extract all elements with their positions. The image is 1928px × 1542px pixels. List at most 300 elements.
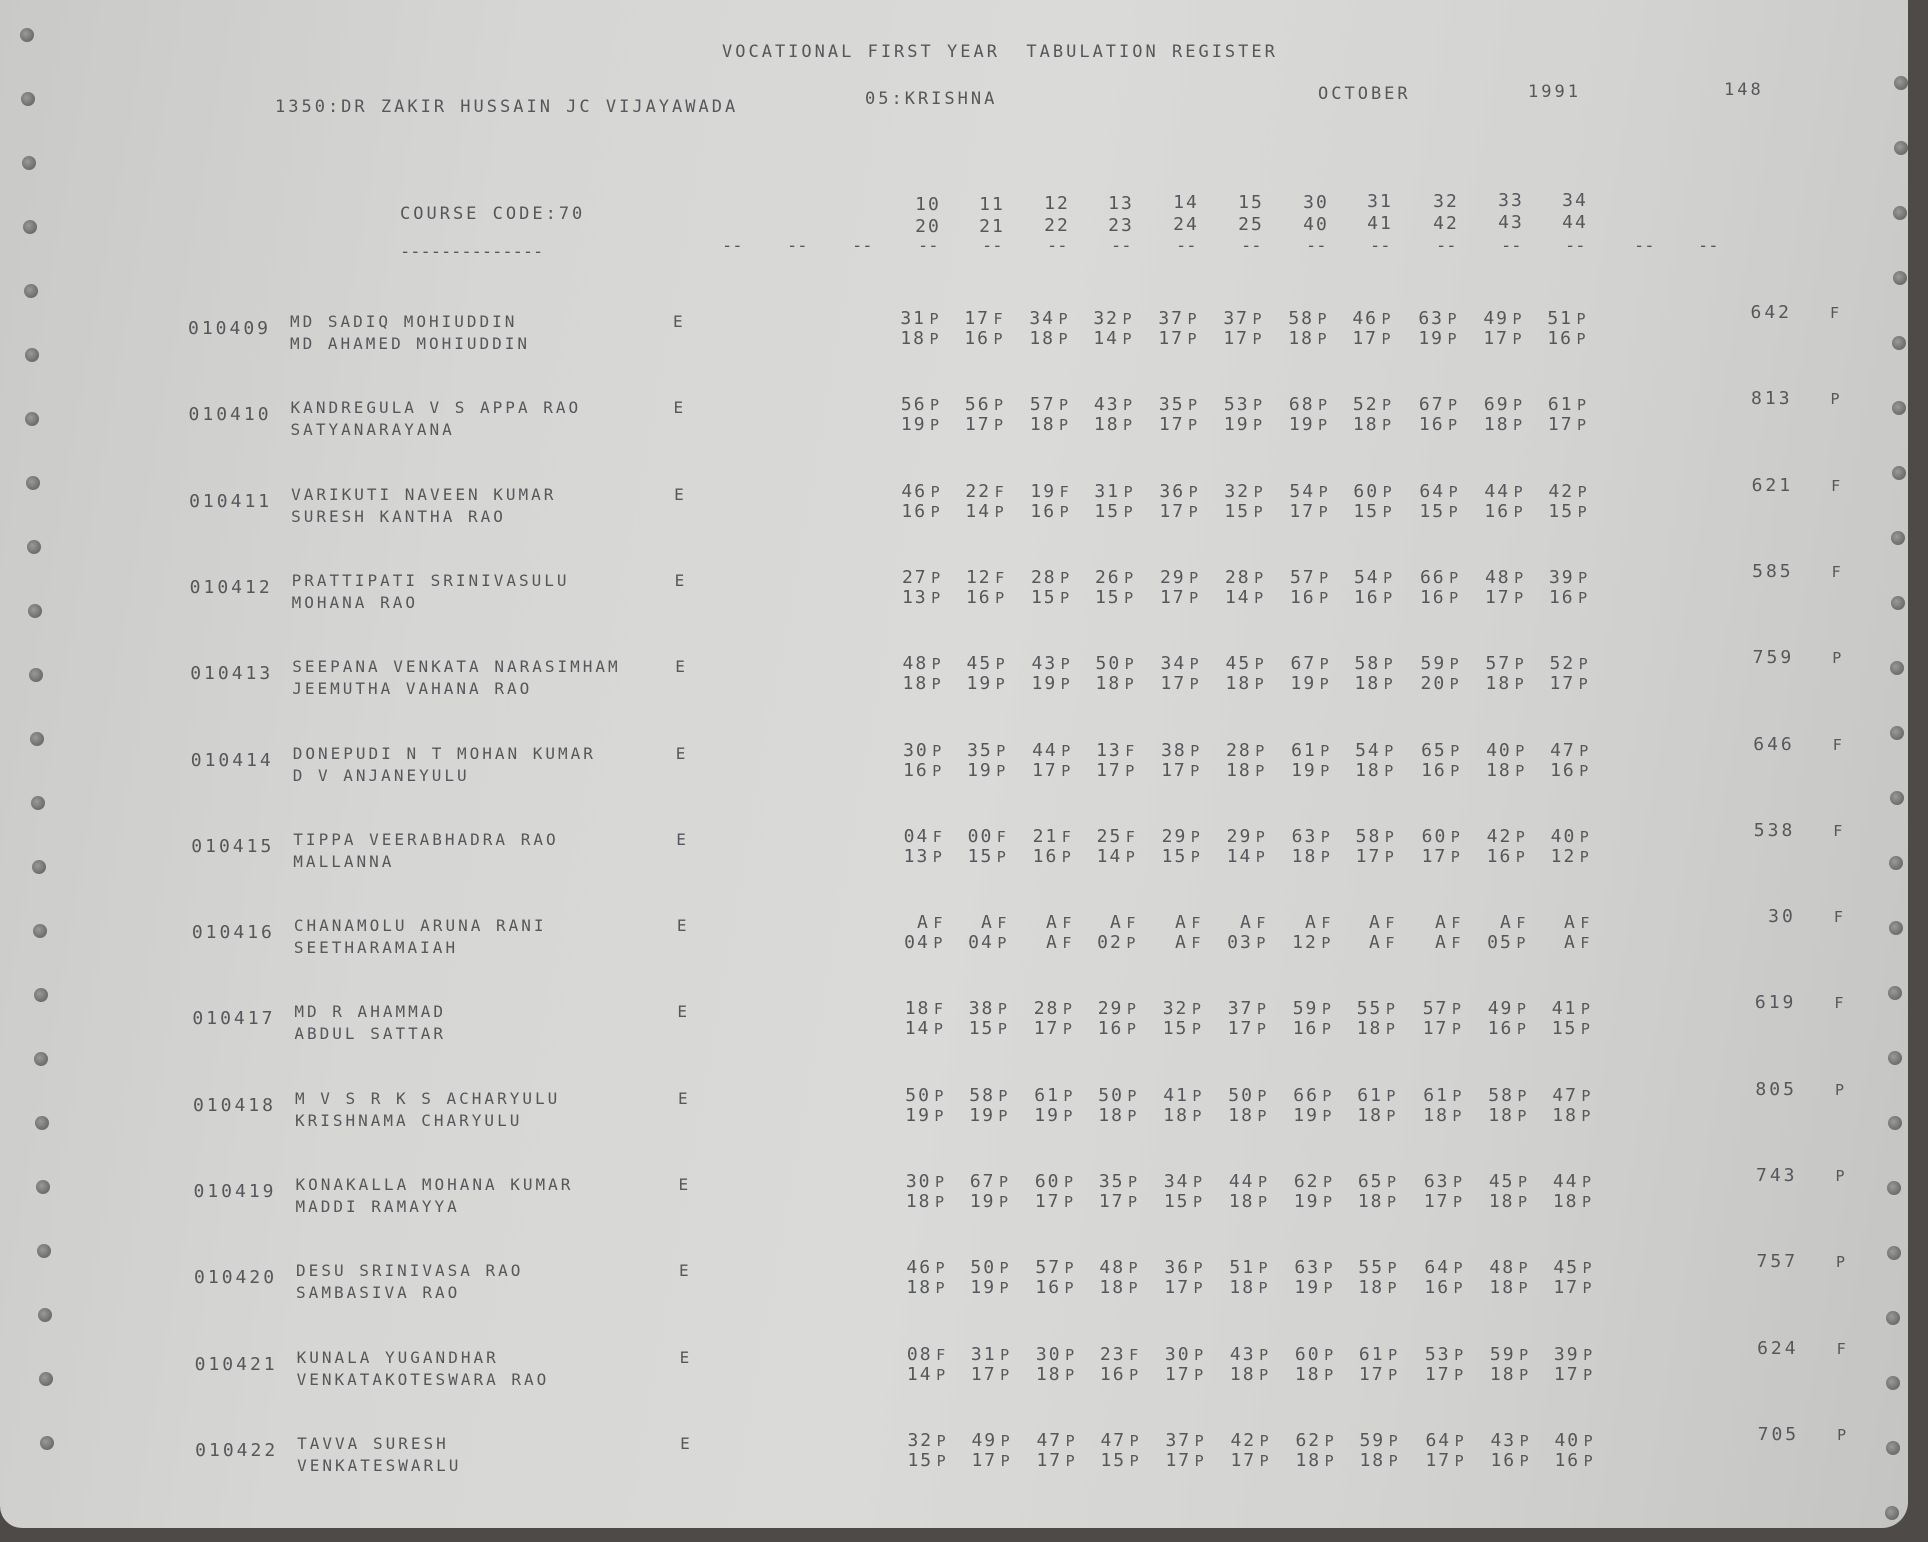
table-row [4, 992, 1904, 1062]
pass-fail-flag: P [994, 396, 1006, 415]
pass-fail-flag: P [1127, 1086, 1139, 1105]
subject-mark-cell [964, 673, 1010, 694]
mark-value: 19 [1223, 414, 1250, 436]
mark-value: 18 [1359, 1449, 1386, 1471]
mark-value: 18 [1291, 845, 1318, 867]
mark-value: 19 [1291, 759, 1317, 781]
subject-mark-cell [1028, 481, 1074, 502]
mark-value: 58 [1355, 825, 1382, 847]
mark-value: 30 [1164, 1343, 1191, 1365]
subject-mark-cell [1351, 481, 1397, 502]
mark-value: 00 [967, 825, 994, 847]
mark-value: A [1305, 912, 1318, 934]
pass-fail-flag: P [1385, 1000, 1397, 1019]
subject-code-top: 33 [1498, 190, 1524, 212]
subject-mark-cell [1418, 587, 1464, 608]
subject-mark-cell [1422, 1191, 1468, 1212]
pass-fail-flag: P [1318, 416, 1330, 435]
subject-mark-cell [1221, 308, 1267, 329]
mark-value: 17 [964, 414, 991, 436]
pass-fail-flag: P [1515, 827, 1527, 846]
pass-fail-flag: P [1065, 1345, 1077, 1364]
subject-mark-cell [1223, 653, 1269, 674]
subject-mark-cell [1163, 1430, 1209, 1451]
district-name: 05:KRISHNA [865, 89, 998, 109]
subject-mark-cell [1483, 673, 1529, 694]
exam-month: OCTOBER [1318, 84, 1411, 104]
mark-value: 45 [966, 653, 993, 675]
subject-mark-cell [1422, 1171, 1468, 1192]
subject-mark-cell [1486, 1105, 1532, 1126]
mark-value: 16 [1097, 1018, 1124, 1040]
pass-fail-flag: P [1324, 1451, 1336, 1470]
mark-value: 49 [1483, 308, 1509, 329]
pass-fail-flag: P [1452, 1086, 1464, 1105]
subject-mark-cell [1158, 653, 1204, 674]
mark-value: 59 [1292, 998, 1319, 1020]
mark-value: 46 [901, 480, 928, 502]
mark-value: 17 [1553, 1277, 1580, 1299]
hall-ticket-number: 010420 [194, 1267, 278, 1289]
student-name: PRATTIPATI SRINIVASULU [291, 570, 570, 590]
mark-value: 50 [1098, 1084, 1124, 1106]
pass-fail-flag: P [1318, 482, 1330, 501]
mark-value: 17 [1164, 1363, 1191, 1385]
pass-fail-flag: P [1127, 1173, 1140, 1191]
mark-value: 57 [1035, 1257, 1062, 1279]
result-code: P [1836, 1253, 1849, 1272]
subject-mark-cell [1482, 414, 1528, 435]
pass-fail-flag: P [1381, 310, 1393, 328]
pass-fail-flag: P [1128, 1279, 1140, 1298]
mark-value: 18 [1294, 1363, 1321, 1385]
mark-value: 16 [1353, 586, 1380, 608]
subject-mark-cell [1420, 912, 1466, 933]
subject-mark-cell [963, 481, 1009, 502]
subject-mark-cell [1417, 481, 1463, 502]
pass-fail-flag: P [995, 655, 1007, 674]
pass-fail-flag: P [1190, 827, 1202, 846]
mark-value: 69 [1483, 394, 1510, 416]
mark-value: 18 [906, 1277, 933, 1299]
subject-mark-cell [968, 1257, 1014, 1278]
course-underline: -------------- [400, 242, 544, 262]
student-name: TIPPA VEERABHADRA RAO [293, 829, 559, 849]
pass-fail-flag: P [1321, 1020, 1333, 1039]
subject-mark-cell [965, 760, 1011, 781]
subject-mark-cell [969, 1450, 1015, 1471]
mark-value: 18 [1357, 1191, 1384, 1212]
subject-mark-cell [1223, 567, 1269, 588]
subject-mark-cell [1292, 1171, 1338, 1192]
mark-value: A [917, 912, 930, 934]
mark-value: 40 [1550, 825, 1577, 847]
mark-value: A [1175, 932, 1188, 954]
subject-mark-cell [901, 846, 947, 867]
subject-mark-cell [1098, 1344, 1144, 1365]
column-dash: -- [1111, 236, 1132, 256]
mark-value: 32 [1224, 480, 1251, 502]
hall-ticket-number: 010413 [190, 663, 274, 685]
mark-value: A [1564, 912, 1577, 934]
pass-fail-flag: F [936, 1345, 948, 1364]
subject-mark-cell [1223, 587, 1269, 608]
subject-mark-cell [1287, 501, 1333, 522]
subject-mark-cell [1546, 414, 1592, 435]
subject-mark-cell [1293, 1344, 1339, 1365]
pass-fail-flag: P [1191, 1020, 1203, 1039]
subject-mark-cell [1027, 308, 1073, 329]
subject-mark-cell [1488, 1344, 1534, 1365]
pass-fail-flag: P [1514, 655, 1526, 674]
subject-mark-cell [1423, 1450, 1469, 1471]
mark-value: 58 [1488, 1084, 1514, 1106]
mark-value: 16 [1035, 1277, 1062, 1299]
mark-value: 43 [1490, 1429, 1517, 1451]
subject-mark-cell [1354, 1018, 1400, 1039]
mark-value: A [1500, 912, 1513, 934]
student-name: KANDREGULA V S APPA RAO [290, 398, 582, 418]
subject-mark-cell [1417, 501, 1463, 522]
pass-fail-flag: P [930, 502, 942, 521]
mark-value: 65 [1421, 739, 1447, 761]
subject-mark-cell [1286, 328, 1332, 349]
mark-value: 17 [1098, 1191, 1125, 1212]
pass-fail-flag: P [1252, 310, 1264, 328]
pass-fail-flag: P [932, 847, 944, 866]
table-row [3, 819, 1903, 890]
mark-value: 42 [1548, 480, 1575, 502]
mark-value: 19 [1288, 414, 1315, 436]
pass-fail-flag: P [1387, 1259, 1399, 1278]
subject-mark-cell [1546, 394, 1592, 415]
pass-fail-flag: P [997, 1000, 1009, 1019]
pass-fail-flag: P [1383, 568, 1395, 587]
subject-mark-cell [1096, 1105, 1142, 1126]
exam-year: 1991 [1528, 82, 1581, 102]
mark-value: 17 [1352, 328, 1378, 349]
mark-value: 13 [903, 845, 930, 867]
result-code: F [1831, 562, 1844, 581]
mark-value: 18 [1423, 1104, 1449, 1126]
pass-fail-flag: P [1519, 1431, 1531, 1450]
pass-fail-flag: P [1452, 1193, 1465, 1211]
mark-value: 18 [900, 328, 926, 349]
mark-value: 45 [1553, 1257, 1580, 1279]
subject-mark-cell [900, 567, 946, 588]
subject-mark-cell [966, 912, 1012, 933]
mark-value: 48 [1489, 1257, 1516, 1279]
pass-fail-flag: P [1386, 1106, 1398, 1125]
pass-fail-flag: P [1583, 1431, 1595, 1450]
subject-mark-cell [1224, 740, 1270, 761]
mark-value: 18 [1093, 414, 1120, 436]
subject-mark-cell [1481, 308, 1527, 329]
subject-mark-cell [1092, 501, 1138, 522]
subject-mark-cell [1290, 932, 1336, 953]
total-marks: 805 [1755, 1078, 1797, 1100]
mark-value: 52 [1352, 394, 1379, 416]
table-row [7, 1423, 1907, 1494]
subject-mark-cell [1033, 1277, 1079, 1298]
father-name: SEETHARAMAIAH [293, 938, 459, 958]
mark-value: 64 [1419, 480, 1446, 502]
feed-hole [1894, 141, 1908, 155]
result-code: P [1835, 1167, 1848, 1185]
mark-value: 12 [1292, 932, 1318, 954]
subject-mark-cell [1288, 567, 1334, 588]
mark-value: 54 [1289, 480, 1316, 502]
mark-value: 12 [965, 566, 992, 588]
pass-fail-flag: P [1122, 330, 1134, 348]
subject-code-bottom: 23 [1108, 214, 1134, 236]
pass-fail-flag: P [1063, 1086, 1075, 1105]
pass-fail-flag: P [1256, 1020, 1268, 1039]
pass-fail-flag: P [1000, 1431, 1012, 1450]
subject-mark-cell [1484, 826, 1530, 847]
pass-fail-flag: P [1129, 1365, 1141, 1384]
student-name: SEEPANA VENKATA NARASIMHAM [292, 657, 621, 677]
pass-fail-flag: F [997, 914, 1009, 933]
mark-value: 15 [1030, 586, 1057, 608]
pass-fail-flag: P [1259, 1451, 1271, 1470]
pass-fail-flag: P [1062, 1020, 1074, 1039]
subject-mark-cell [968, 1277, 1014, 1298]
pass-fail-flag: P [1320, 761, 1332, 780]
mark-value: 64 [1424, 1257, 1451, 1279]
subject-mark-cell [1418, 673, 1464, 694]
subject-mark-cell [1030, 826, 1076, 847]
mark-value: 19 [1290, 673, 1317, 695]
pass-fail-flag: P [1322, 1086, 1334, 1105]
feed-hole [1892, 466, 1906, 480]
subject-mark-cell [1162, 1257, 1208, 1278]
subject-code-top: 13 [1108, 192, 1134, 214]
pass-fail-flag: P [1454, 1345, 1466, 1364]
pass-fail-flag: P [931, 655, 943, 674]
pass-fail-flag: P [1254, 588, 1266, 607]
result-code: P [1832, 649, 1845, 668]
subject-mark-cell [1487, 1191, 1533, 1212]
subject-mark-cell [1288, 587, 1334, 608]
subject-mark-cell [900, 653, 946, 674]
subject-mark-cell [1355, 1085, 1401, 1106]
subject-mark-cell [1227, 1191, 1273, 1212]
mark-value: 38 [968, 998, 995, 1020]
subject-mark-cell [1226, 1085, 1272, 1106]
mark-value: 18 [1228, 1191, 1255, 1212]
subject-mark-cell [1224, 760, 1270, 781]
mark-value: 58 [1354, 653, 1381, 675]
pass-fail-flag: P [935, 1259, 947, 1278]
feed-hole [1894, 76, 1908, 90]
mark-value: 18 [1099, 1277, 1126, 1299]
subject-mark-cell [1160, 912, 1206, 933]
subject-mark-cell [963, 501, 1009, 522]
mark-value: 19 [970, 1277, 997, 1299]
mark-value: 44 [1032, 739, 1058, 761]
subject-mark-cell [1158, 567, 1204, 588]
subject-mark-cell [965, 740, 1011, 761]
feed-hole [22, 156, 36, 170]
mark-value: 16 [965, 586, 992, 608]
mark-value: 17 [1484, 586, 1511, 608]
subject-mark-cell [1095, 932, 1141, 953]
mark-value: 17 [970, 1363, 997, 1385]
mark-value: 18 [902, 673, 929, 695]
pass-fail-flag: P [1580, 1000, 1592, 1019]
pass-fail-flag: P [1188, 502, 1200, 521]
pass-fail-flag: P [995, 675, 1007, 694]
mark-value: 39 [1548, 566, 1575, 588]
pass-fail-flag: P [929, 330, 941, 348]
column-dash: -- [1501, 236, 1522, 256]
subject-mark-cell [905, 1364, 951, 1385]
father-name: KRISHNAMA CHARYULU [294, 1110, 523, 1130]
pass-fail-flag: P [1454, 1451, 1466, 1470]
subject-mark-cell [1289, 826, 1335, 847]
mark-value: 18 [905, 1191, 932, 1212]
pass-fail-flag: P [1318, 396, 1330, 415]
subject-mark-cell [1545, 308, 1591, 329]
hall-ticket-number: 010422 [195, 1439, 279, 1461]
subject-mark-cell [1159, 826, 1205, 847]
mark-value: 57 [1485, 653, 1512, 675]
pass-fail-flag: P [932, 761, 944, 780]
pass-fail-flag: P [1253, 416, 1265, 435]
subject-mark-cell [1158, 673, 1204, 694]
pass-fail-flag: P [1317, 310, 1329, 328]
hall-ticket-number: 010416 [191, 922, 275, 944]
subject-mark-cell [1033, 1171, 1079, 1192]
subject-mark-cell [1163, 1364, 1209, 1385]
medium-code: E [678, 1175, 692, 1194]
pass-fail-flag: P [1255, 741, 1267, 760]
subject-mark-cell [1031, 912, 1077, 933]
mark-value: 67 [1290, 653, 1317, 675]
subject-mark-cell [1352, 653, 1398, 674]
subject-mark-cell [1483, 653, 1529, 674]
mark-value: 57 [1422, 998, 1449, 1020]
subject-mark-cell [969, 1364, 1015, 1385]
pass-fail-flag: P [1582, 1259, 1594, 1278]
subject-mark-cell [902, 998, 948, 1019]
pass-fail-flag: F [1062, 934, 1074, 953]
subject-mark-cell [904, 1171, 950, 1192]
pass-fail-flag: P [1187, 310, 1199, 328]
pass-fail-flag: P [1384, 827, 1396, 846]
pass-fail-flag: F [1129, 1345, 1141, 1364]
subject-mark-cell [1156, 328, 1202, 349]
subject-mark-cell [962, 328, 1008, 349]
mark-value: 17 [1549, 673, 1576, 695]
mark-value: 17 [1158, 328, 1184, 349]
column-dash: -- [1306, 236, 1327, 256]
subject-mark-cell [903, 1105, 949, 1126]
pass-fail-flag: P [1187, 330, 1199, 348]
subject-mark-cell [1482, 481, 1528, 502]
mark-value: 18 [1354, 673, 1381, 695]
pass-fail-flag: F [993, 310, 1005, 328]
subject-code-top: 10 [915, 194, 941, 215]
mark-value: 17 [1355, 845, 1382, 867]
mark-value: 52 [1549, 653, 1576, 675]
medium-code: E [673, 312, 686, 331]
subject-mark-cell [1546, 481, 1592, 502]
subject-mark-cell [1156, 308, 1202, 329]
subject-mark-cell [966, 998, 1012, 1019]
feed-hole [1885, 1506, 1899, 1520]
student-name: MD R AHAMMAD [294, 1002, 446, 1022]
subject-mark-cell [1483, 587, 1529, 608]
pass-fail-flag: P [1583, 1345, 1595, 1364]
subject-mark-cell [1288, 653, 1334, 674]
mark-value: 16 [1554, 1449, 1581, 1471]
subject-mark-cell [1548, 846, 1594, 867]
mark-value: 16 [1484, 500, 1511, 522]
pass-fail-flag: P [1058, 330, 1070, 348]
column-dash: -- [1176, 236, 1197, 256]
pass-fail-flag: P [930, 482, 942, 501]
mark-value: 50 [1228, 1084, 1254, 1106]
subject-mark-cell [905, 1450, 951, 1471]
mark-value: 32 [1093, 308, 1119, 329]
mark-value: 58 [969, 1084, 995, 1106]
subject-column-header [1555, 190, 1595, 234]
pass-fail-flag: P [997, 1020, 1009, 1039]
pass-fail-flag: P [996, 847, 1008, 866]
pass-fail-flag: P [1386, 1086, 1398, 1105]
subject-mark-cell [1094, 826, 1140, 847]
subject-mark-cell [1157, 481, 1203, 502]
pass-fail-flag: P [1580, 1020, 1592, 1039]
mark-value: 19 [969, 1104, 995, 1126]
mark-value: 18 [1355, 759, 1381, 781]
pass-fail-flag: P [1515, 847, 1527, 866]
pass-fail-flag: P [1319, 655, 1331, 674]
mark-value: 63 [1294, 1257, 1321, 1279]
subject-mark-cell [1093, 567, 1139, 588]
mark-value: 32 [907, 1429, 934, 1451]
subject-code-bottom: 42 [1433, 212, 1459, 234]
pass-fail-flag: P [1517, 1106, 1529, 1125]
mark-value: 61 [1547, 394, 1574, 416]
total-marks: 743 [1755, 1165, 1798, 1186]
pass-fail-flag: P [1190, 741, 1202, 760]
mark-value: 15 [1100, 1449, 1127, 1471]
medium-code: E [674, 484, 687, 504]
mark-value: 29 [1161, 825, 1188, 847]
pass-fail-flag: P [997, 934, 1009, 953]
table-row [3, 733, 1903, 804]
subject-mark-cell [1223, 673, 1269, 694]
mark-value: 32 [1162, 998, 1189, 1020]
mark-value: 29 [1097, 998, 1124, 1020]
subject-mark-cell [1292, 1257, 1338, 1278]
pass-fail-flag: F [1256, 914, 1268, 933]
subject-mark-cell [1357, 1364, 1403, 1385]
pass-fail-flag: P [1189, 675, 1201, 694]
mark-value: 26 [1094, 566, 1121, 588]
mark-value: 16 [1099, 1363, 1126, 1385]
pass-fail-flag: P [998, 1193, 1011, 1211]
mark-value: 17 [1164, 1277, 1191, 1299]
hall-ticket-number: 010418 [192, 1094, 276, 1116]
pass-fail-flag: P [1454, 1431, 1466, 1450]
mark-value: A [1564, 932, 1577, 954]
subject-mark-cell [1228, 1450, 1274, 1471]
pass-fail-flag: P [1321, 1000, 1333, 1019]
